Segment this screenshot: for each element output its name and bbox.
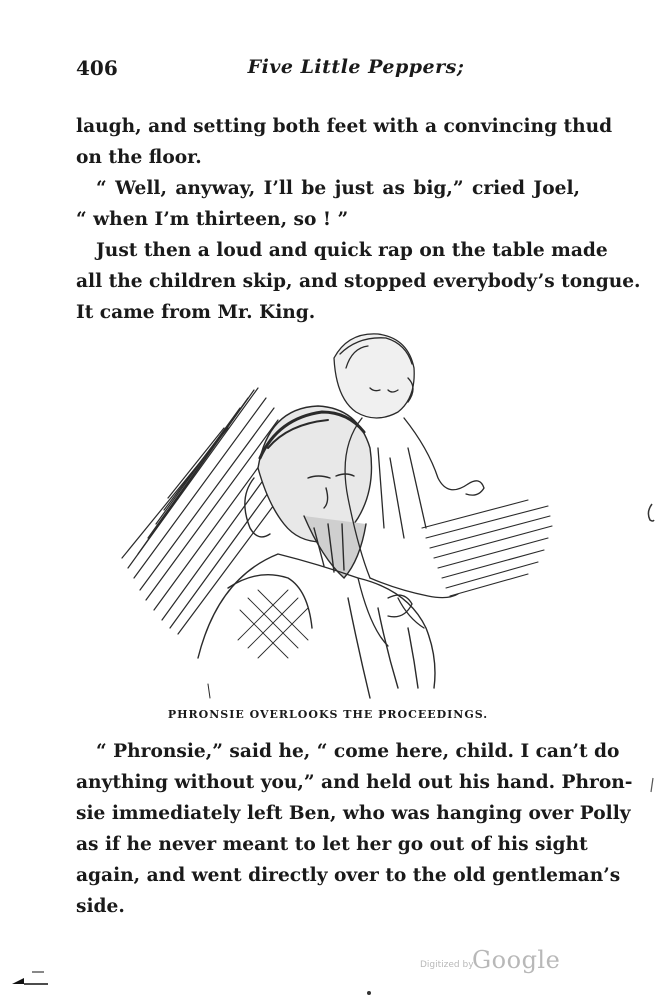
running-head — [76, 56, 576, 86]
text-block-bottom — [76, 736, 633, 922]
text-line: “ Phronsie,” said he, “ come here, child. I can’t do — [96, 741, 620, 762]
hatching-left — [122, 388, 294, 634]
illustration-caption: PHRONSIE OVERLOOKS THE PROCEEDINGS. — [167, 708, 489, 721]
google-logo-text: Google — [472, 946, 561, 974]
man-figure — [198, 406, 435, 698]
engraving-illustration — [108, 328, 556, 700]
scan-mark — [366, 990, 372, 996]
watermark-small-text: Digitized by — [420, 960, 474, 970]
scan-mark — [644, 502, 656, 526]
paragraph-2 — [76, 173, 580, 235]
paragraph-1 — [76, 111, 613, 173]
hatching-right — [422, 500, 552, 596]
paragraph-3 — [76, 235, 641, 328]
running-title: Five Little Peppers; — [247, 56, 465, 78]
scan-mark — [648, 776, 656, 796]
text-line: on the floor. — [76, 147, 202, 168]
paragraph-4 — [76, 736, 633, 922]
text-line: laugh, and setting both feet with a convincing thud — [76, 116, 613, 137]
page-number: 406 — [76, 56, 118, 80]
text-line: anything without you,” and held out his hand. Phron- — [76, 772, 633, 793]
text-line: “ Well, anyway, I’ll be just as big,” cried Joel, — [96, 178, 580, 199]
text-line: all the children skip, and stopped everybody’s tongue. — [76, 271, 641, 292]
text-block-top — [76, 111, 641, 328]
text-line: Just then a loud and quick rap on the table made — [96, 240, 608, 261]
text-line: again, and went directly over to the old gentleman’s — [76, 865, 621, 886]
digitized-by-google-watermark — [420, 948, 560, 978]
footer-mark — [10, 968, 50, 988]
text-line: as if he never meant to let her go out of his sight — [76, 834, 588, 855]
text-line: It came from Mr. King. — [76, 302, 316, 323]
text-line: sie immediately left Ben, who was hanging over Polly — [76, 803, 631, 824]
text-line: “ when I’m thirteen, so ! ” — [76, 209, 349, 230]
text-line: side. — [76, 896, 125, 917]
